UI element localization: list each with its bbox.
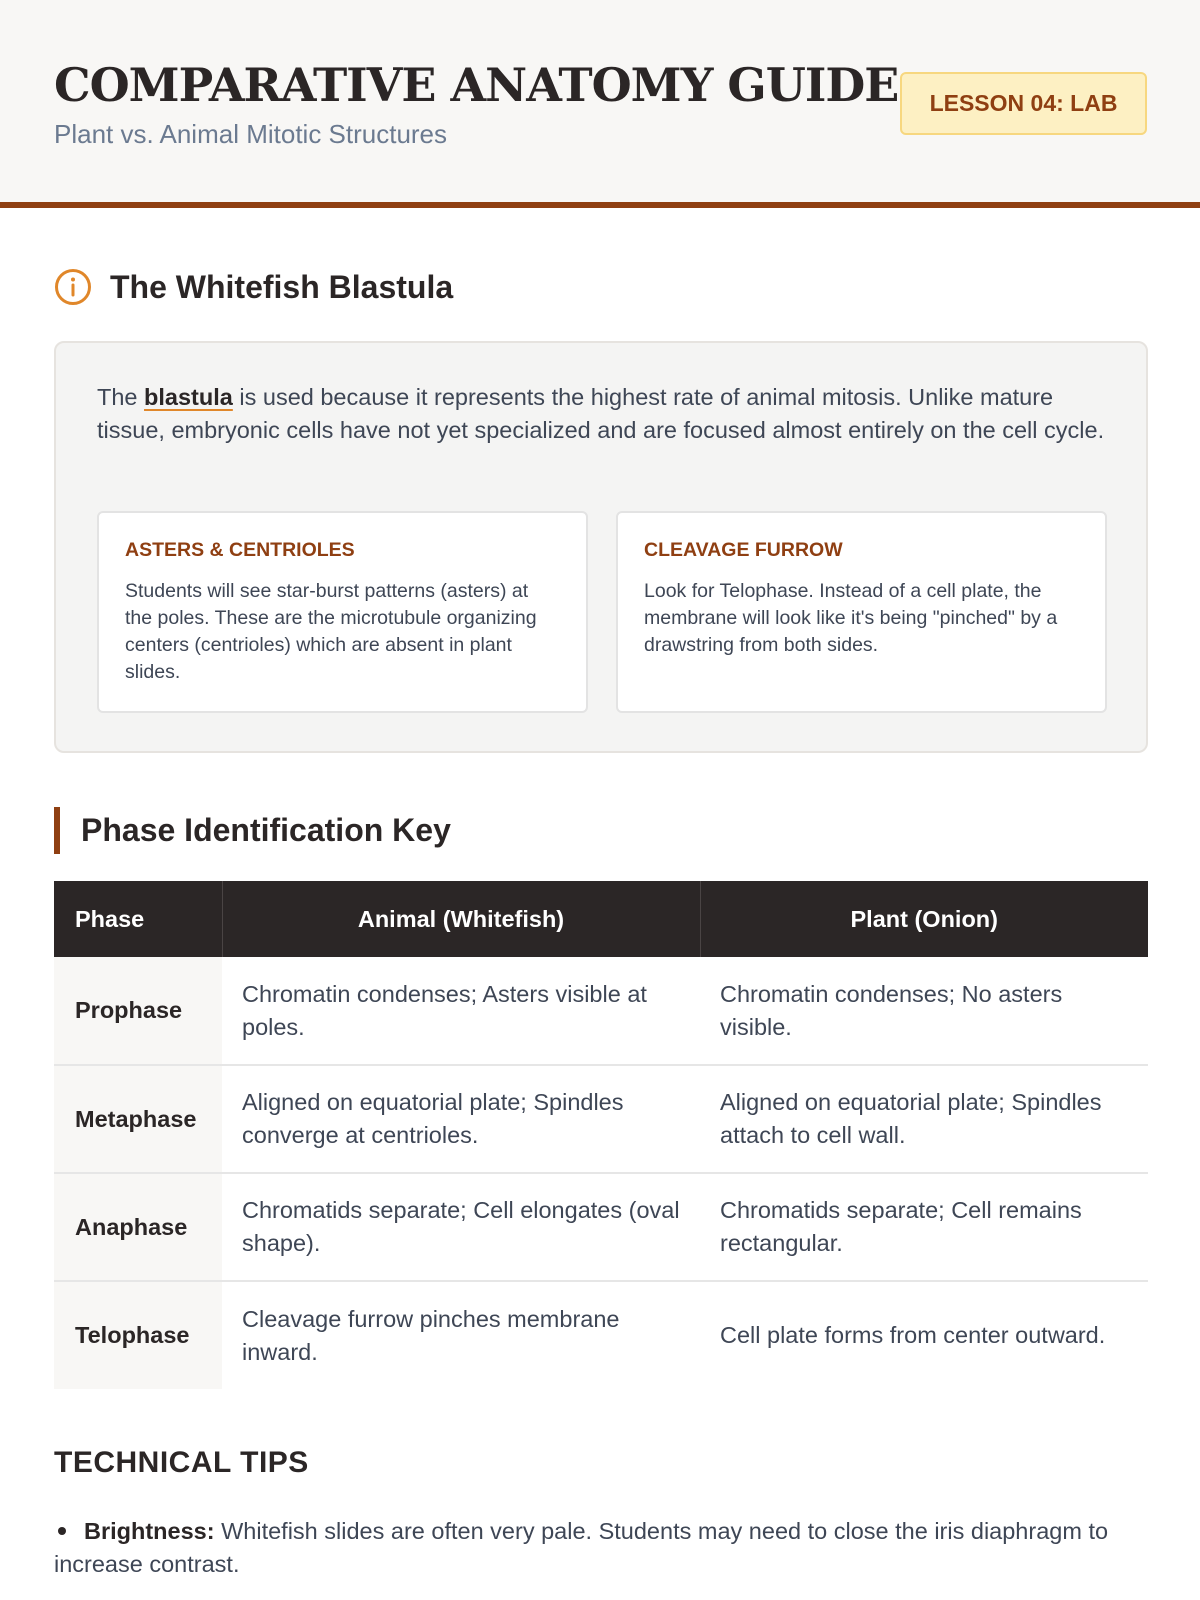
column-header-phase: Phase <box>54 881 222 957</box>
phase-cell: Prophase <box>54 957 222 1065</box>
info-icon <box>54 268 92 306</box>
phase-cell: Anaphase <box>54 1173 222 1281</box>
animal-cell: Chromatin condenses; Asters visible at poles. <box>222 957 700 1065</box>
table-row <box>54 957 1148 1065</box>
page-subtitle: Plant vs. Animal Mitotic Structures <box>54 119 448 149</box>
plant-cell: Cell plate forms from center outward. <box>720 1322 1106 1348</box>
section-heading-phase-key <box>54 807 451 854</box>
animal-cell: Chromatids separate; Cell elongates (oval shape). <box>222 1173 700 1281</box>
tip-text: Whitefish slides are often very pale. Students may need to close the iris diaphragm to increase contrast. <box>54 1518 1109 1577</box>
page-header <box>0 0 1200 208</box>
table-row <box>54 1281 1148 1389</box>
page-title: COMPARATIVE ANATOMY GUIDE <box>54 58 899 112</box>
section-title-blastula: The Whitefish Blastula <box>110 268 454 305</box>
list-item <box>54 1515 1154 1581</box>
blastula-intro <box>97 381 1107 447</box>
intro-rest: is used because it represents the highest rate of animal mitosis. Unlike mature tissue, embryonic cells have not yet specialized and are focused almost entirely on the cell cycle. <box>97 384 1105 443</box>
table-row <box>54 1065 1148 1173</box>
blastula-callout <box>54 341 1148 753</box>
tip-label: Brightness: <box>84 1518 215 1544</box>
plant-cell: Aligned on equatorial plate; Spindles attach to cell wall. <box>700 1065 1148 1173</box>
technical-tips-list <box>54 1515 1154 1581</box>
technical-tips-title: TECHNICAL TIPS <box>54 1446 309 1479</box>
bullet-icon <box>58 1527 66 1535</box>
card-body: Look for Telophase. Instead of a cell plate, the membrane will look like it's being "pinched" by a drawstring from both sides. <box>644 580 1058 656</box>
phase-cell: Metaphase <box>54 1065 222 1173</box>
animal-cell: Aligned on equatorial plate; Spindles converge at centrioles. <box>222 1065 700 1173</box>
plant-cell: Chromatids separate; Cell remains rectangular. <box>700 1173 1148 1281</box>
lesson-badge: LESSON 04: LAB <box>900 72 1147 135</box>
phase-cell: Telophase <box>54 1281 222 1389</box>
column-header-plant: Plant (Onion) <box>700 881 1148 957</box>
card-cleavage-furrow <box>616 511 1107 713</box>
card-heading: ASTERS & CENTRIOLES <box>125 539 355 561</box>
column-header-animal: Animal (Whitefish) <box>222 881 700 957</box>
table-row <box>54 1173 1148 1281</box>
intro-prefix: The <box>97 384 145 410</box>
phase-identification-table <box>54 881 1148 1389</box>
card-heading: CLEAVAGE FURROW <box>644 539 843 561</box>
card-body: Students will see star-burst patterns (asters) at the poles. These are the microtubule organizing centers (centrioles) which are absent in plant slides. <box>125 580 537 683</box>
section-title-phase-key: Phase Identification Key <box>81 812 451 848</box>
term-blastula: blastula <box>144 384 233 410</box>
card-asters-centrioles <box>97 511 588 713</box>
table-header-row <box>54 881 1148 957</box>
plant-cell: Chromatin condenses; No asters visible. <box>700 957 1148 1065</box>
section-heading-blastula <box>54 268 453 306</box>
animal-cell: Cleavage furrow pinches membrane inward. <box>242 1305 620 1365</box>
